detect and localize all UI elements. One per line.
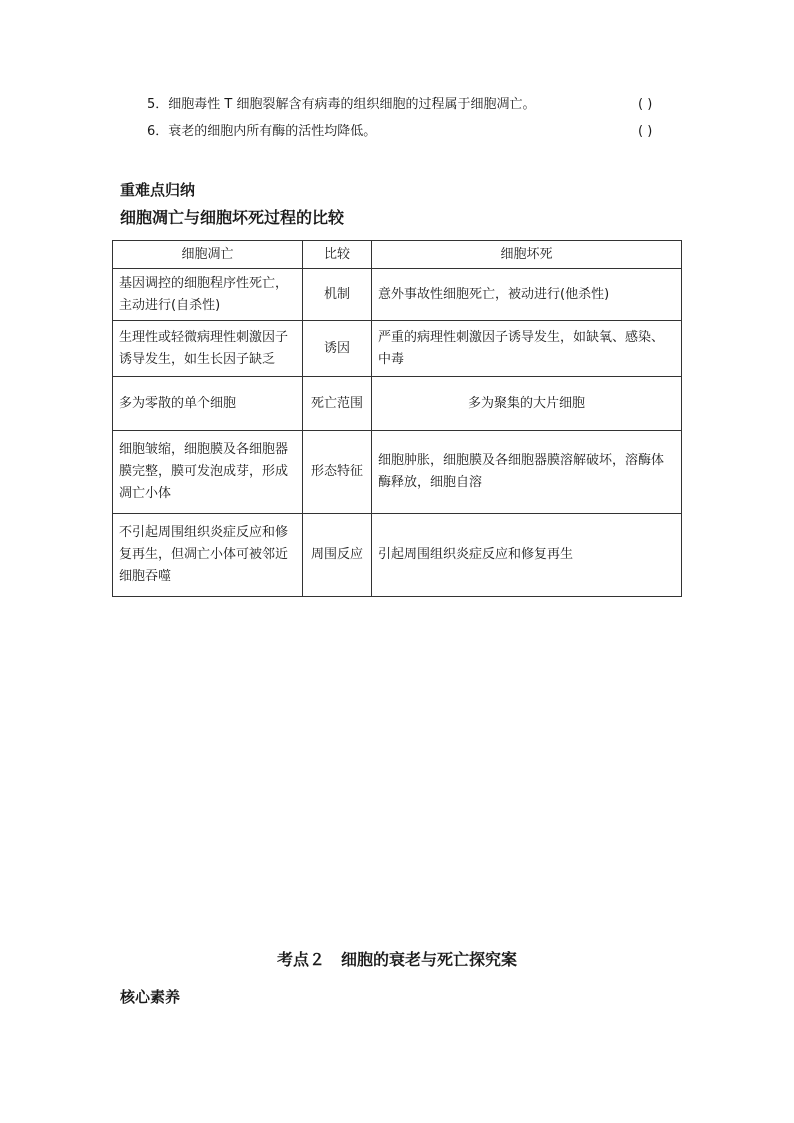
table-row	[113, 431, 682, 514]
answer-blank: ( )	[638, 97, 653, 112]
cell-aspect: 周围反应	[303, 514, 372, 597]
heading-key-points: 重难点归纳	[120, 181, 196, 199]
answer-blank: ( )	[638, 124, 653, 139]
question-text: 6．衰老的细胞内所有酶的活性均降低。	[147, 124, 377, 139]
cell-aspect: 形态特征	[303, 431, 372, 514]
cell-necrosis: 引起周围组织炎症反应和修复再生	[372, 514, 682, 597]
header-aspect: 比较	[303, 241, 372, 269]
heading-comparison: 细胞凋亡与细胞坏死过程的比较	[120, 208, 345, 227]
cell-apoptosis: 细胞皱缩，细胞膜及各细胞器膜完整，膜可发泡成芽，形成凋亡小体	[113, 431, 303, 514]
table-row	[113, 377, 682, 431]
section-title: 考点２ 细胞的衰老与死亡探究案	[276, 950, 517, 969]
table-header-row	[113, 241, 682, 269]
cell-necrosis: 细胞肿胀，细胞膜及各细胞器膜溶解破坏，溶酶体酶释放，细胞自溶	[372, 431, 682, 514]
cell-aspect: 机制	[303, 269, 372, 321]
cell-necrosis: 多为聚集的大片细胞	[372, 377, 682, 431]
comparison-table	[112, 240, 682, 597]
question-text: 5．细胞毒性 T 细胞裂解含有病毒的组织细胞的过程属于细胞凋亡。	[147, 97, 536, 112]
table-row	[113, 269, 682, 321]
cell-apoptosis: 不引起周围组织炎症反应和修复再生，但凋亡小体可被邻近细胞吞噬	[113, 514, 303, 597]
cell-necrosis: 意外事故性细胞死亡，被动进行(他杀性)	[372, 269, 682, 321]
cell-apoptosis: 基因调控的细胞程序性死亡，主动进行(自杀性)	[113, 269, 303, 321]
cell-apoptosis: 生理性或轻微病理性刺激因子诱导发生，如生长因子缺乏	[113, 321, 303, 377]
heading-core-literacy: 核心素养	[120, 988, 181, 1006]
table-row	[113, 321, 682, 377]
cell-apoptosis: 多为零散的单个细胞	[113, 377, 303, 431]
header-necrosis: 细胞坏死	[372, 241, 682, 269]
cell-aspect: 诱因	[303, 321, 372, 377]
table-row	[113, 514, 682, 597]
cell-necrosis: 严重的病理性刺激因子诱导发生，如缺氧、感染、中毒	[372, 321, 682, 377]
header-apoptosis: 细胞凋亡	[113, 241, 303, 269]
cell-aspect: 死亡范围	[303, 377, 372, 431]
